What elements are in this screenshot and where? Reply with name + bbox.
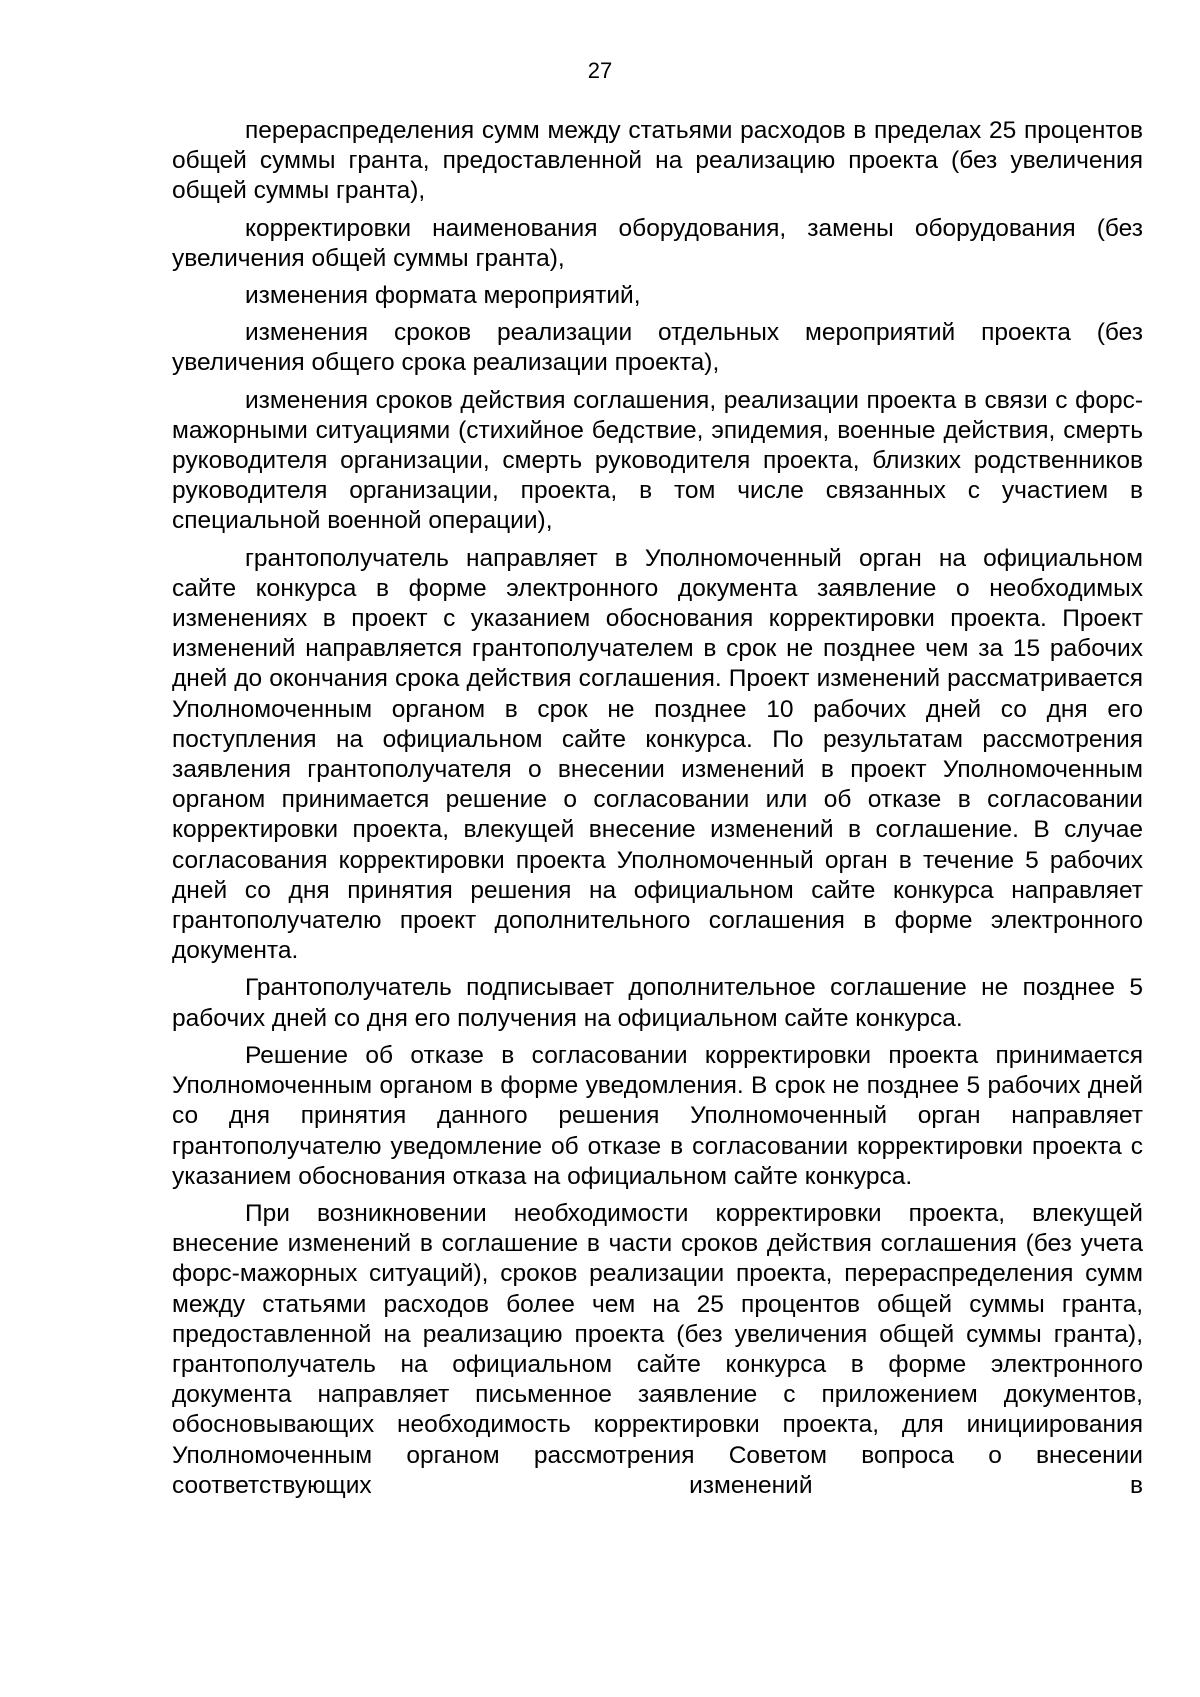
paragraph-reallocation-within-25-percent: перераспределения сумм между статьями расходов в пределах 25 процентов общей суммы гранта, предоставленной на реализацию проекта (без увеличения общей суммы гранта),	[172, 117, 1143, 205]
paragraph-equipment-correction: корректировки наименования оборудования, замены оборудования (без увеличения общей суммы гранта),	[172, 214, 1143, 272]
paragraph-force-majeure-timing-change: изменения сроков действия соглашения, реализации проекта в связи с форс-мажорными ситуациями (стихийное бедствие, эпидемия, военные действия, смерть руководителя организации, смерть руководителя проекта, близких родственников руководителя организации, проекта, в том числе связанных с участием в специальной военной операции),	[172, 386, 1143, 535]
paragraph-additional-agreement-signing: Грантополучатель подписывает дополнительное соглашение не позднее 5 рабочих дней со дня его получения на официальном сайте конкурса.	[172, 974, 1143, 1032]
paragraph-refusal-decision: Решение об отказе в согласовании корректировки проекта принимается Уполномоченным органом в форме уведомления. В срок не позднее 5 рабочих дней со дня принятия данного решения Уполномоченный орган направляет грантополучателю уведомление об отказе в согласовании корректировки проекта с указанием обоснования отказа на официальном сайте конкурса.	[172, 1041, 1143, 1190]
paragraph-council-review-request: При возникновении необходимости корректировки проекта, влекущей внесение изменений в соглашение в части сроков действия соглашения (без учета форс-мажорных ситуаций), сроков реализации проекта, перераспределения сумм между статьями расходов более чем на 25 процентов общей суммы гранта, предоставленной на реализацию проекта (без увеличения общей суммы гранта), грантополучатель на официальном сайте конкурса в форме электронного документа направляет письменное заявление с приложением документов, обосновывающих необходимость корректировки проекта, для инициирования Уполномоченным органом рассмотрения Советом вопроса о внесении соответствующих изменений в	[172, 1199, 1143, 1499]
page-number: 27	[587, 58, 613, 83]
document-body	[172, 116, 1143, 1501]
paragraph-event-format-change: изменения формата мероприятий,	[245, 282, 641, 310]
paragraph-change-request-procedure: грантополучатель направляет в Уполномоченный орган на официальном сайте конкурса в форме электронного документа заявление о необходимых изменениях в проект с указанием обоснования корректировки проекта. Проект изменений направляется грантополучателем в срок не позднее чем за 15 рабочих дней до окончания срока действия соглашения. Проект изменений рассматривается Уполномоченным органом в срок не позднее 10 рабочих дней со дня его поступления на официальном сайте конкурса. По результатам рассмотрения заявления грантополучателя о внесении изменений в проект Уполномоченным органом принимается решение о согласовании или об отказе в согласовании корректировки проекта, влекущей внесение изменений в соглашение. В случае согласования корректировки проекта Уполномоченный орган в течение 5 рабочих дней со дня принятия решения на официальном сайте конкурса направляет грантополучателю проект дополнительного соглашения в форме электронного документа.	[172, 544, 1143, 965]
paragraph-event-timing-change: изменения сроков реализации отдельных мероприятий проекта (без увеличения общего срока реализации проекта),	[172, 319, 1143, 377]
